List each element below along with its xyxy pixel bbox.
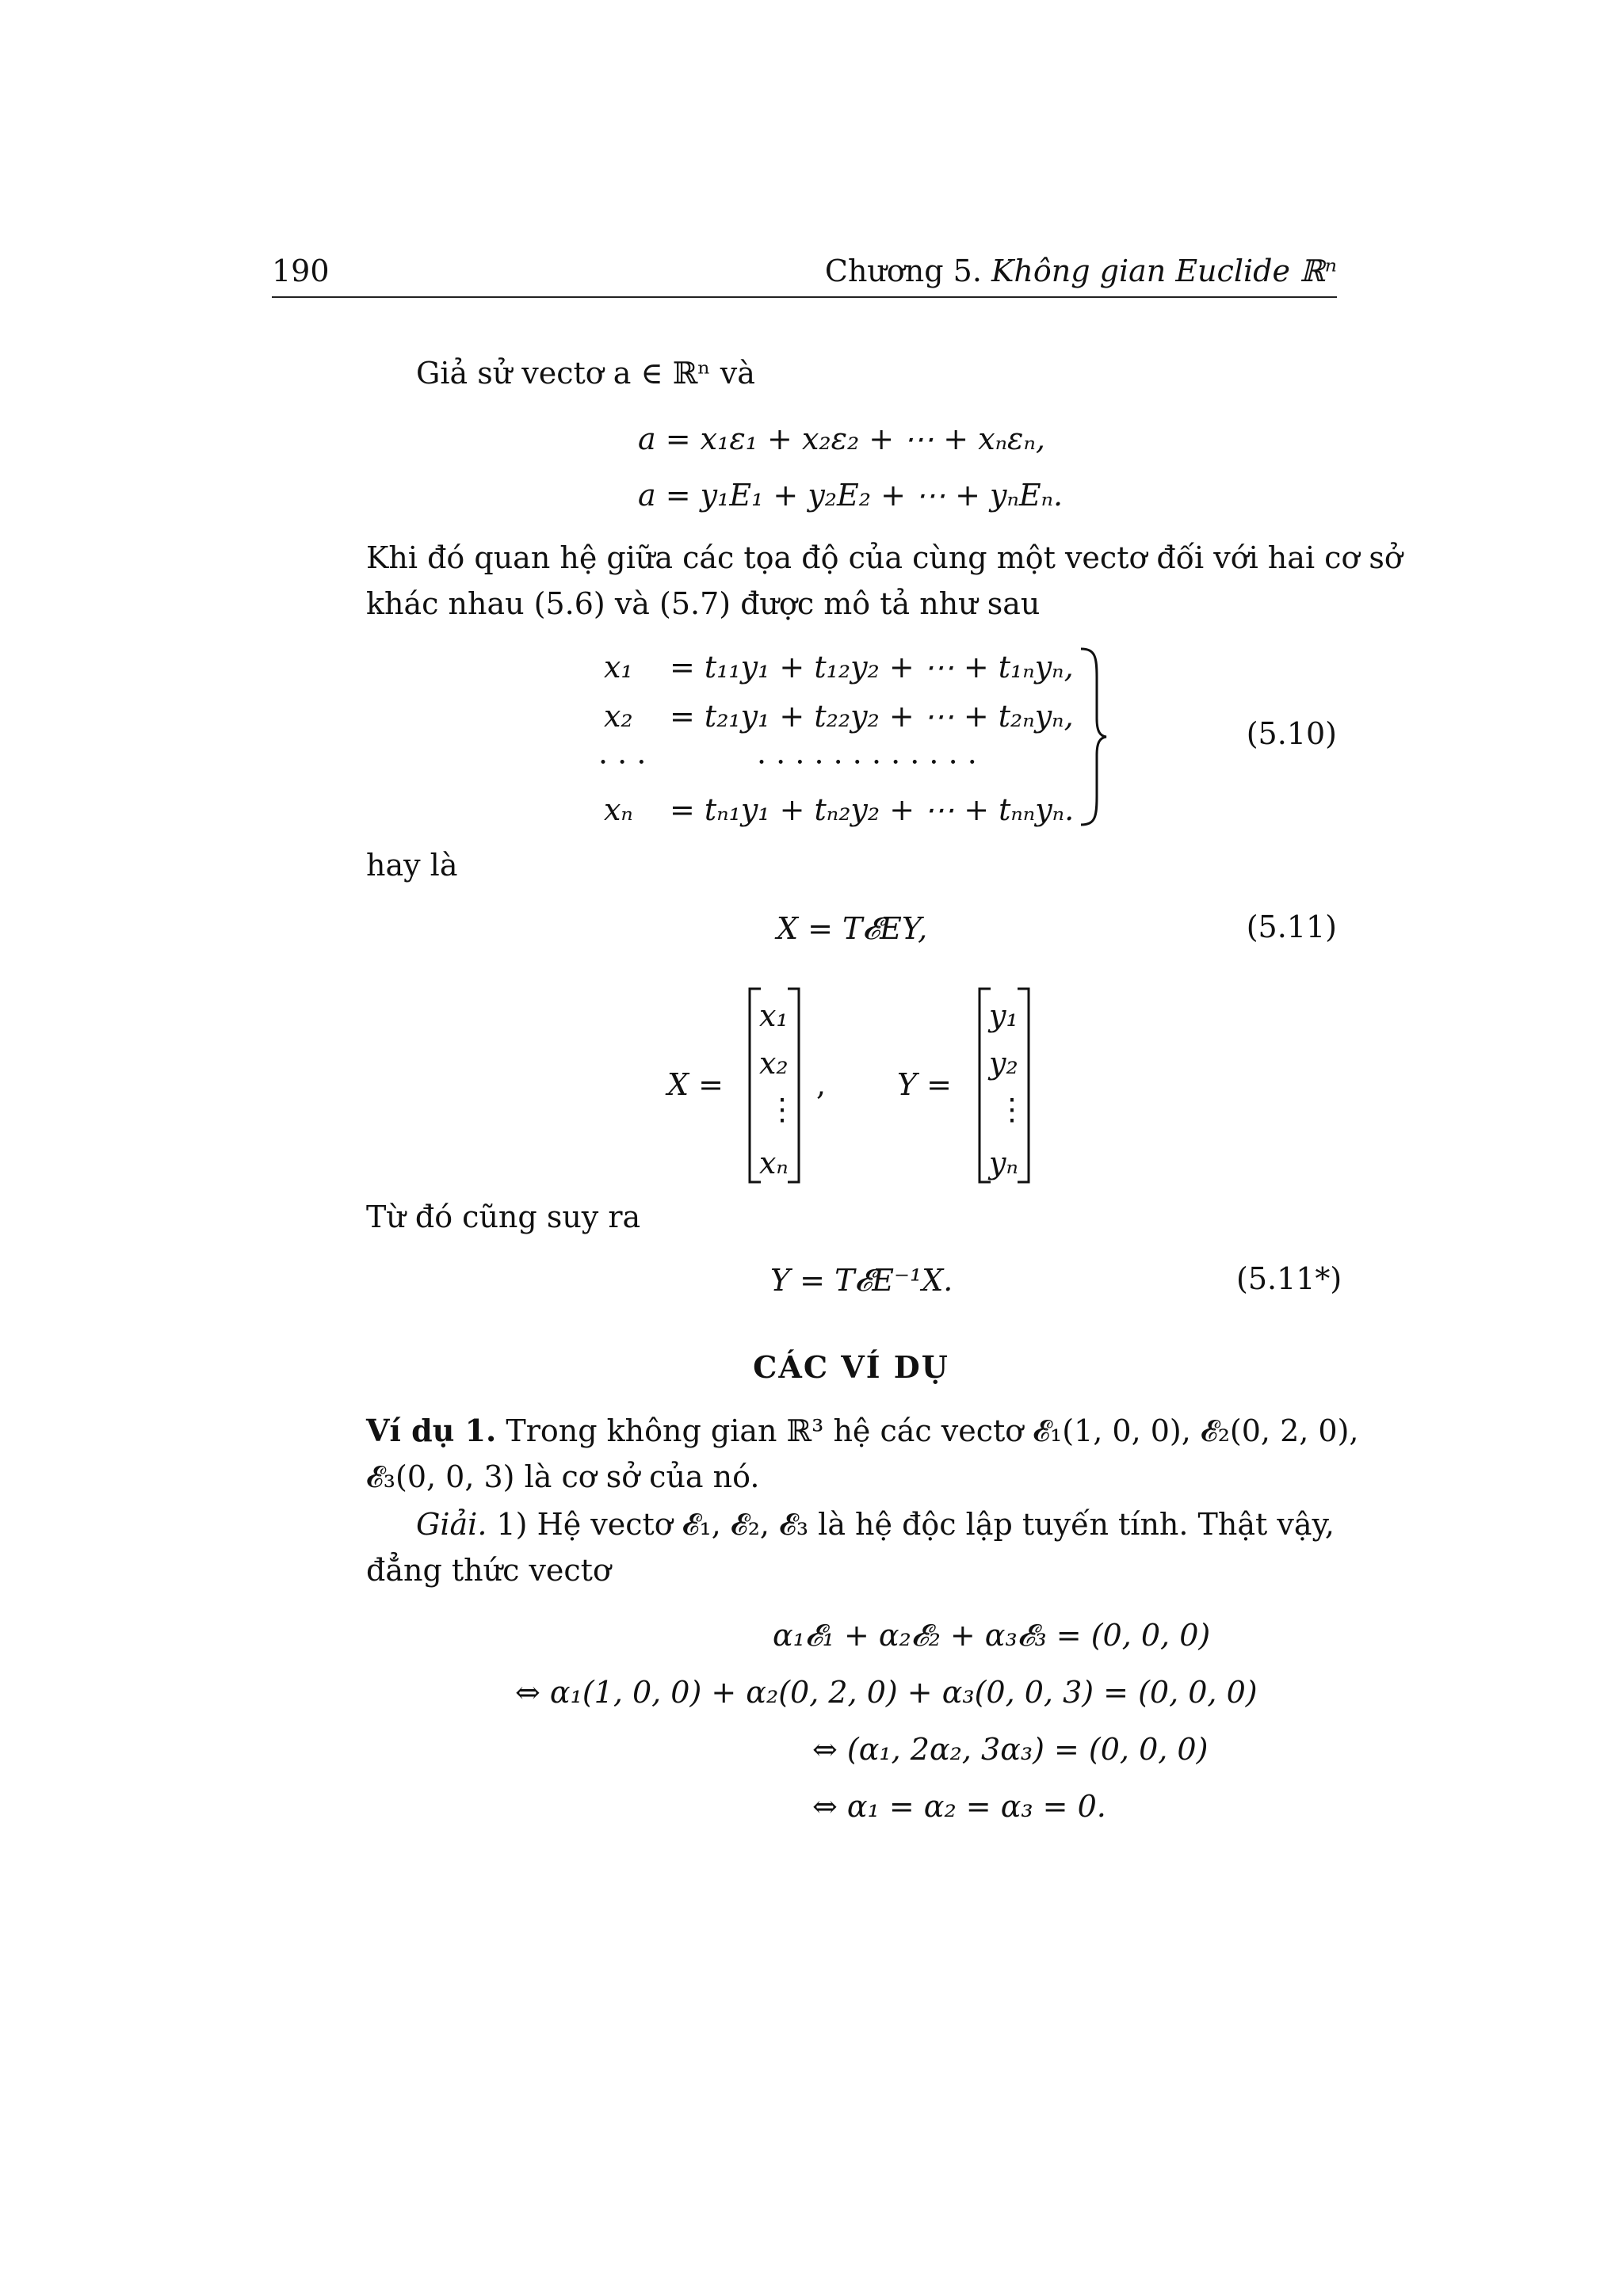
equation-a-epsilon: a = x₁ε₁ + x₂ε₂ + ⋯ + xₙεₙ, bbox=[638, 421, 1045, 456]
paragraph-line-2: khác nhau (5.6) và (5.7) được mô tả như sau bbox=[366, 586, 1041, 621]
matrix-comma: , bbox=[816, 1067, 827, 1102]
matrix-X-entry-3: ⋮ bbox=[767, 1092, 797, 1127]
system-rhs-2: = t₂₁y₁ + t₂₂y₂ + ⋯ + t₂ₙyₙ, bbox=[670, 699, 1074, 734]
solution-line-2: đẳng thức vectơ bbox=[366, 1553, 611, 1588]
matrix-X-entry-4: xₙ bbox=[759, 1146, 789, 1180]
example-label: Ví dụ 1. bbox=[366, 1413, 497, 1448]
solution-line-1 bbox=[416, 1505, 1335, 1543]
equation-number-5-11-star: (5.11*) bbox=[1236, 1261, 1342, 1296]
section-heading: CÁC VÍ DỤ bbox=[753, 1349, 949, 1385]
example-1-line-1 bbox=[366, 1412, 1359, 1450]
solution-equation-2: ⇔ α₁(1, 0, 0) + α₂(0, 2, 0) + α₃(0, 0, 3) = (0, 0, 0) bbox=[515, 1675, 1258, 1710]
solution-label: Giải. bbox=[416, 1507, 487, 1542]
matrix-Y-entry-1: y₁ bbox=[989, 998, 1018, 1033]
chapter-title: Không gian Euclide ℝⁿ bbox=[991, 254, 1337, 288]
system-lhs-3: · · · bbox=[598, 745, 647, 780]
matrix-Y-entry-3: ⋮ bbox=[997, 1092, 1027, 1127]
equation-number-5-10: (5.10) bbox=[1246, 716, 1337, 751]
tu-do-text: Từ đó cũng suy ra bbox=[366, 1199, 641, 1234]
matrix-Y-label: Y = bbox=[897, 1067, 953, 1102]
solution-equation-1: α₁𝓔₁ + α₂𝓔₂ + α₃𝓔₃ = (0, 0, 0) bbox=[773, 1618, 1211, 1653]
right-brace bbox=[1078, 646, 1109, 828]
solution-equation-3: ⇔ (α₁, 2α₂, 3α₃) = (0, 0, 0) bbox=[812, 1732, 1209, 1767]
hay-la-text: hay là bbox=[366, 848, 458, 883]
system-lhs-4: xₙ bbox=[604, 792, 633, 827]
equation-number-5-11: (5.11) bbox=[1246, 910, 1337, 944]
system-rhs-3: · · · · · · · · · · · · bbox=[757, 745, 977, 780]
equation-a-E: a = y₁E₁ + y₂E₂ + ⋯ + yₙEₙ. bbox=[638, 478, 1064, 513]
header-rule bbox=[272, 296, 1337, 298]
system-lhs-1: x₁ bbox=[604, 650, 633, 685]
chapter-label: Chương 5. bbox=[824, 254, 982, 288]
matrix-Y-entry-2: y₂ bbox=[989, 1046, 1018, 1081]
matrix-Y-entry-4: yₙ bbox=[989, 1146, 1018, 1180]
paragraph-line-1: Khi đó quan hệ giữa các tọa độ của cùng một vectơ đối với hai cơ sở bbox=[366, 540, 1403, 575]
system-rhs-4: = tₙ₁y₁ + tₙ₂y₂ + ⋯ + tₙₙyₙ. bbox=[670, 792, 1075, 827]
matrix-X-entry-2: x₂ bbox=[759, 1046, 789, 1081]
system-lhs-2: x₂ bbox=[604, 699, 633, 734]
example-text-1: Trong không gian ℝ³ hệ các vectơ 𝓔₁(1, 0, 0), 𝓔₂(0, 2, 0), bbox=[506, 1413, 1359, 1448]
running-header bbox=[825, 252, 1337, 290]
solution-equation-4: ⇔ α₁ = α₂ = α₃ = 0. bbox=[812, 1789, 1106, 1824]
example-1-line-2: 𝓔₃(0, 0, 3) là cơ sở của nó. bbox=[366, 1459, 760, 1494]
page-number: 190 bbox=[272, 254, 330, 288]
system-rhs-1: = t₁₁y₁ + t₁₂y₂ + ⋯ + t₁ₙyₙ, bbox=[670, 650, 1074, 685]
intro-line: Giả sử vectơ a ∈ ℝⁿ và bbox=[416, 356, 755, 391]
equation-5-11-star: Y = T𝓔E⁻¹X. bbox=[770, 1263, 953, 1298]
solution-text-1: 1) Hệ vectơ 𝓔₁, 𝓔₂, 𝓔₃ là hệ độc lập tuyến tính. Thật vậy, bbox=[496, 1507, 1335, 1542]
equation-5-11: X = T𝓔EY, bbox=[777, 911, 928, 946]
matrix-X-label: X = bbox=[667, 1067, 724, 1102]
matrix-X-entry-1: x₁ bbox=[759, 998, 789, 1033]
